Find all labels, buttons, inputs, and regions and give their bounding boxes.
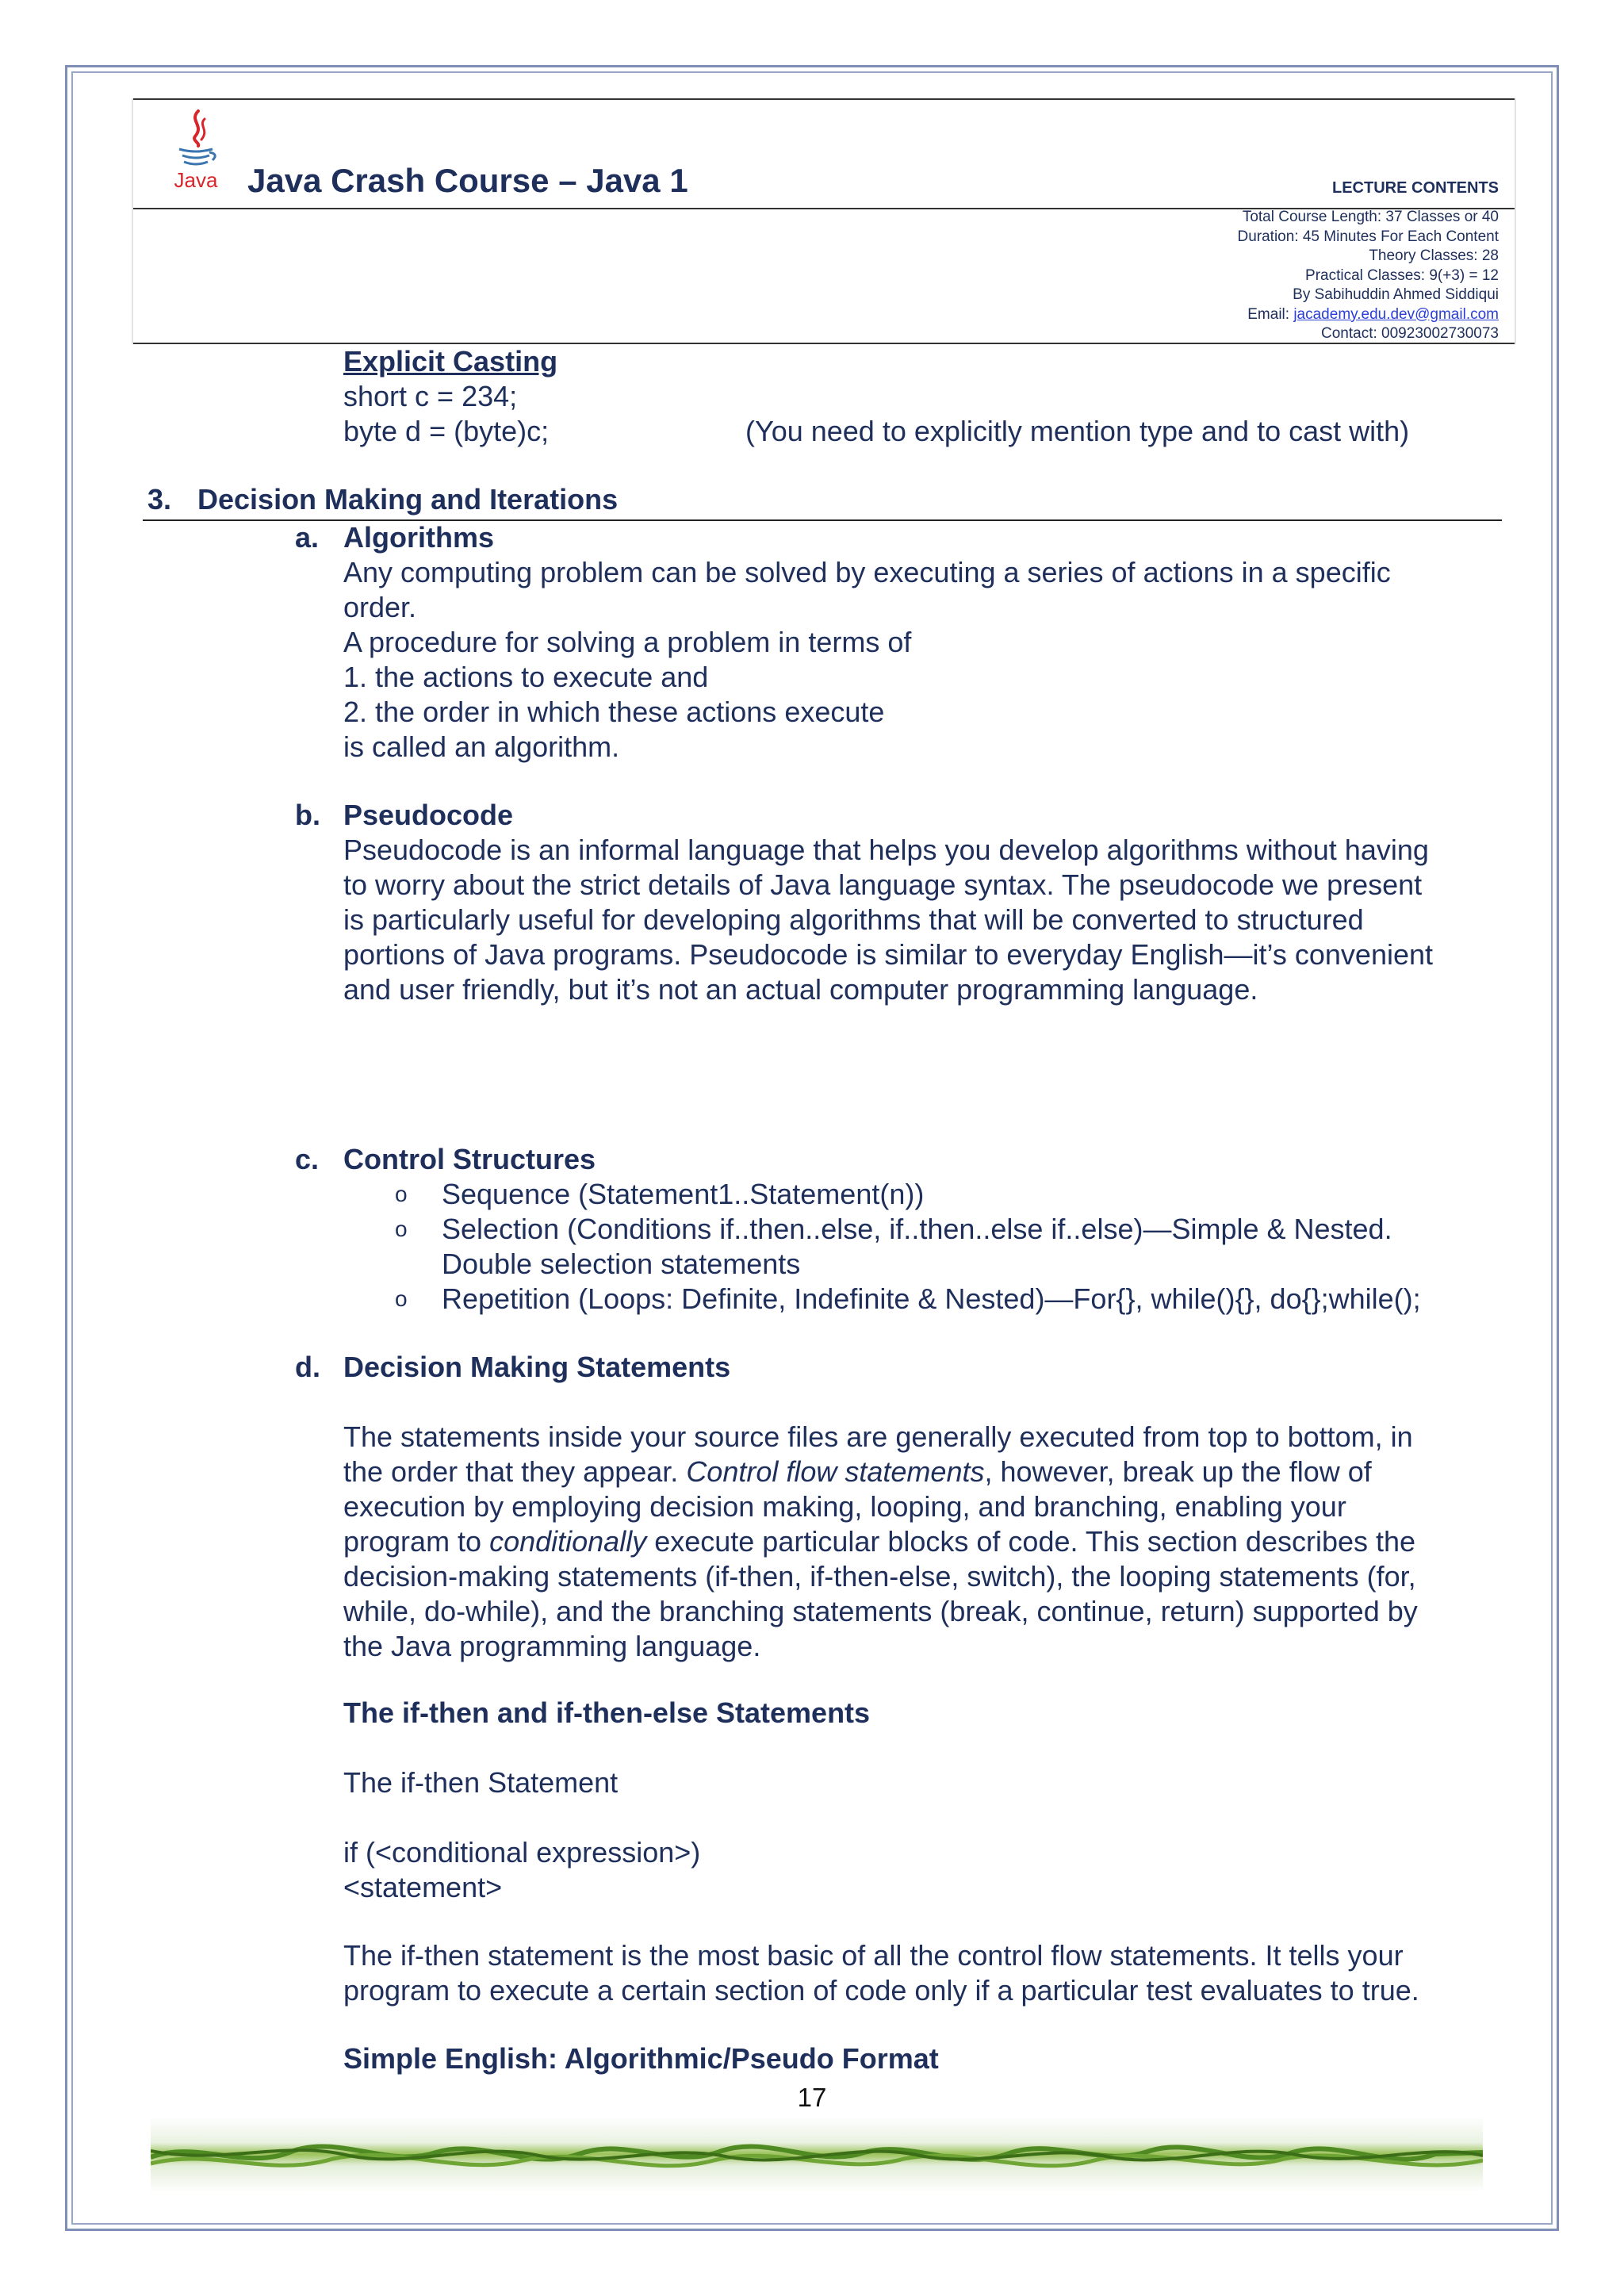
java-logo-label: Java [174,168,218,192]
decision-para-line-2: the order that they appear. Control flow statements, however, break up the flow of [343,1455,1372,1488]
item-d-marker: d. [295,1351,320,1383]
if-then-else-heading: The if-then and if-then-else Statements [343,1696,871,1729]
algorithms-line-3: A procedure for solving a problem in terms of [343,626,912,658]
casting-line-1: short c = 234; [343,380,518,412]
decision-para-line-1: The statements inside your source files are generally executed from top to bottom, in [343,1420,1413,1453]
meta-email-line [1237,305,1499,325]
pseudocode-line-5: and user friendly, but it’s not an actual computer programming language. [343,973,1258,1006]
decision-para-line-5: decision-making statements (if-then, if-then-else, switch), the looping statements (for, [343,1560,1416,1593]
code-statement-line: <statement> [343,1871,503,1903]
algorithms-line-5: 2. the order in which these actions execute [343,696,885,728]
course-title: Java Crash Course – Java 1 [247,162,688,199]
meta-practical: Practical Classes: 9(+3) = 12 [1305,266,1499,284]
bullet-repetition: o [395,1286,408,1311]
control-sequence: Sequence (Statement1..Statement(n)) [442,1178,925,1210]
lecture-contents-label: LECTURE CONTENTS [1332,179,1499,197]
item-b-marker: b. [295,799,320,831]
page-number: 17 [797,2083,827,2112]
if-then-para-line-2: program to execute a certain section of code only if a particular test evaluates to true. [343,1974,1419,2007]
header-right-edge [1515,98,1516,344]
explicit-casting-heading: Explicit Casting [343,345,558,378]
footer-grass-decoration [151,2116,1483,2192]
email-label: Email: [1247,305,1294,323]
simple-english-heading: Simple English: Algorithmic/Pseudo Format [343,2042,939,2075]
bullet-sequence: o [395,1182,408,1206]
algorithms-heading: Algorithms [343,521,495,554]
algorithms-line-2: order. [343,591,417,623]
pseudocode-line-4: portions of Java programs. Pseudocode is similar to everyday English—it’s convenient [343,938,1434,971]
section-3-title: Decision Making and Iterations [197,483,619,516]
header-top-rule [132,98,1516,100]
code-if-line: if (<conditional expression>) [343,1836,701,1869]
item-c-marker: c. [295,1143,320,1175]
algorithms-line-1: Any computing problem can be solved by executing a series of actions in a specific [343,556,1391,588]
conditionally-emphasis: conditionally [489,1525,647,1558]
algorithms-line-6: is called an algorithm. [343,730,620,763]
pseudocode-line-3: is particularly useful for developing algorithms that will be converted to structured [343,903,1364,936]
control-structures-heading: Control Structures [343,1143,596,1175]
section-3-number: 3. [147,483,172,516]
meta-contact: Contact: 00923002730073 [1321,325,1499,342]
item-a-marker: a. [295,521,320,554]
page-border-inner [71,71,1553,2225]
control-repetition: Repetition (Loops: Definite, Indefinite & Nested)—For{}, while(){}, do{};while(); [442,1282,1421,1315]
meta-duration: Duration: 45 Minutes For Each Content [1237,228,1499,245]
decision-para-line-3: execution by employing decision making, looping, and branching, enabling your [343,1490,1346,1523]
pseudocode-line-1: Pseudocode is an informal language that helps you develop algorithms without having [343,834,1429,866]
control-flow-emphasis: Control flow statements [686,1455,985,1488]
algorithms-line-4: 1. the actions to execute and [343,661,709,693]
meta-theory: Theory Classes: 28 [1369,247,1499,264]
meta-author: By Sabihuddin Ahmed Siddiqui [1293,286,1499,303]
bullet-selection: o [395,1217,408,1241]
casting-line-2: byte d = (byte)c; [343,415,550,447]
email-link[interactable]: jacademy.edu.dev@gmail.com [1293,305,1499,323]
if-then-subheading: The if-then Statement [343,1766,619,1799]
pseudocode-heading: Pseudocode [343,799,514,831]
decision-para-line-4: program to conditionally execute particular blocks of code. This section describes the [343,1525,1416,1558]
pseudocode-line-2: to worry about the strict details of Java language syntax. The pseudocode we present [343,868,1423,901]
meta-course-length: Total Course Length: 37 Classes or 40 [1242,209,1499,225]
java-logo-icon [168,108,224,195]
casting-note: (You need to explicitly mention type and to cast with) [745,415,1410,447]
decision-para-line-6: while, do-while), and the branching statements (break, continue, return) supported by [343,1595,1418,1627]
control-double-selection: Double selection statements [442,1248,801,1280]
decision-making-heading: Decision Making Statements [343,1351,731,1383]
control-selection: Selection (Conditions if..then..else, if..then..else if..else)—Simple & Nested. [442,1213,1392,1245]
header-left-edge [132,98,133,344]
if-then-para-line-1: The if-then statement is the most basic of all the control flow statements. It tells your [343,1939,1404,1972]
decision-para-line-7: the Java programming language. [343,1630,761,1662]
course-meta [1237,208,1499,344]
